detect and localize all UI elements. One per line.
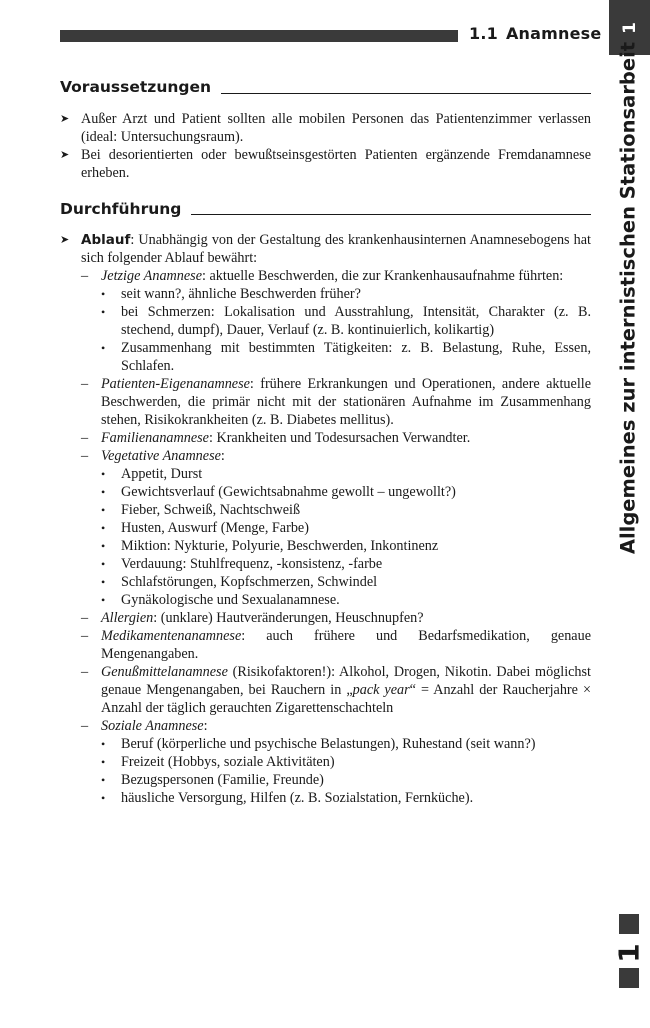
list-item: • Miktion: Nykturie, Polyurie, Beschwerden, Inkontinenz xyxy=(101,537,591,555)
term-text: : xyxy=(220,448,225,465)
jetzige-sublist xyxy=(101,285,591,375)
ablauf-text: : Unabhängig von der Gestaltung des krankenhausinternen Anamnesebogens hat sich folgender Ablauf bewährt: xyxy=(81,232,591,267)
soziale-anamnese-item xyxy=(81,717,591,807)
medikamentenanamnese-item xyxy=(81,627,591,663)
thumb-number: 1 xyxy=(612,943,646,963)
term: Soziale Anamnese xyxy=(101,718,204,735)
heading-voraussetzungen: Voraussetzungen xyxy=(60,78,212,96)
genussmittelanamnese-item xyxy=(81,663,591,717)
list-item: • Bezugspersonen (Familie, Freunde) xyxy=(101,771,591,789)
list-item: ➤ Außer Arzt und Patient sollten alle mobilen Personen das Patientenzimmer verlassen (ideal: Untersuchungsraum). xyxy=(60,110,591,146)
header-bar xyxy=(60,30,458,42)
term-text: : frühere Erkrankungen und Operationen, andere aktuelle Beschwerden, die primär nicht mit der stationären Aufnahme im Zusammenhang stehen, Risikokrankheiten (z. B. Diabetes mellitus). xyxy=(101,376,591,429)
list-item: • Gynäkologische und Sexualanamnese. xyxy=(101,591,591,609)
list-item: • Verdauung: Stuhlfrequenz, -konsistenz, -farbe xyxy=(101,555,591,573)
ablauf-item xyxy=(60,231,591,807)
list-item: • bei Schmerzen: Lokalisation und Ausstrahlung, Intensität, Charakter (z. B. stechend, dumpf), Dauer, Verlauf (z. B. kontinuierlich, kolikartig) xyxy=(101,303,591,339)
eigenanamnese-item xyxy=(81,375,591,429)
list-item: • Schlafstörungen, Kopfschmerzen, Schwindel xyxy=(101,573,591,591)
thumb-marker-bottom xyxy=(619,968,639,988)
term-text: : Krankheiten und Todesursachen Verwandter. xyxy=(208,430,471,447)
term: Vegetative Anamnese xyxy=(101,448,221,465)
term: Jetzige Anamnese xyxy=(101,268,202,285)
allergien-item xyxy=(81,609,591,627)
list-item: ➤ Bei desorientierten oder bewußtseinsgestörten Patienten ergänzende Fremdanamnese erheben. xyxy=(60,146,591,182)
section-heading-voraussetzungen xyxy=(60,78,591,97)
section-number: 1.1 xyxy=(469,24,498,43)
vegetativ-sublist xyxy=(101,465,591,609)
durchfuehrung-list xyxy=(60,231,591,807)
list-item: • Appetit, Durst xyxy=(101,465,591,483)
list-item: • Husten, Auswurf (Menge, Farbe) xyxy=(101,519,591,537)
chapter-tab-number: 1 xyxy=(619,21,640,34)
term: Genußmittelanamnese xyxy=(101,664,228,681)
pack-year-term: pack year xyxy=(352,682,410,699)
anamnese-types-list xyxy=(81,267,591,807)
term-text: “ = Anzahl der Raucherjahre × Anzahl der täglich gerauchten Zigarettenschachteln xyxy=(101,682,591,717)
familienanamnese-item xyxy=(81,429,591,447)
term-text: : aktuelle Beschwerden, die zur Krankenhausaufnahme führten: xyxy=(202,268,564,285)
list-item: • Freizeit (Hobbys, soziale Aktivitäten) xyxy=(101,753,591,771)
chapter-title-vertical: Allgemeines zur internistischen Stationsarbeit xyxy=(616,41,640,555)
section-title: Anamnese xyxy=(505,24,602,43)
list-item: • häusliche Versorgung, Hilfen (z. B. Sozialstation, Fernküche). xyxy=(101,789,591,807)
thumb-marker-top xyxy=(619,914,639,934)
ablauf-label: Ablauf xyxy=(81,232,131,249)
list-item: • Beruf (körperliche und psychische Belastungen), Ruhestand (seit wann?) xyxy=(101,735,591,753)
sozial-sublist xyxy=(101,735,591,807)
vegetative-anamnese-item xyxy=(81,447,591,609)
jetzige-anamnese-item xyxy=(81,267,591,375)
list-item: • seit wann?, ähnliche Beschwerden früher? xyxy=(101,285,591,303)
list-item: • Gewichtsverlauf (Gewichtsabnahme gewollt – ungewollt?) xyxy=(101,483,591,501)
term-text: : (unklare) Hautveränderungen, Heuschnupfen? xyxy=(153,610,424,627)
term: Familienanamnese xyxy=(101,430,209,447)
running-header xyxy=(469,24,601,43)
heading-durchfuehrung: Durchführung xyxy=(60,199,182,218)
page-content xyxy=(60,74,591,807)
term: Patienten-Eigenanamnese xyxy=(101,376,250,393)
list-item: • Zusammenhang mit bestimmten Tätigkeiten: z. B. Belastung, Ruhe, Essen, Schlafen. xyxy=(101,339,591,375)
term-text: : xyxy=(203,718,208,735)
term-text: (Risikofaktoren!): Alkohol, Drogen, Nikotin. Dabei möglichst genaue Mengenangaben, bei Rauchern in „ xyxy=(101,664,591,699)
list-item: • Fieber, Schweiß, Nachtschweiß xyxy=(101,501,591,519)
term-text: : auch frühere und Bedarfsmedikation, genaue Mengenangaben. xyxy=(101,628,591,663)
voraussetzungen-list xyxy=(60,110,591,182)
heading-rule xyxy=(221,93,591,94)
heading-rule xyxy=(191,214,591,215)
section-heading-durchfuehrung xyxy=(60,200,591,219)
term: Medikamentenanamnese xyxy=(101,628,242,645)
term: Allergien xyxy=(101,610,154,627)
